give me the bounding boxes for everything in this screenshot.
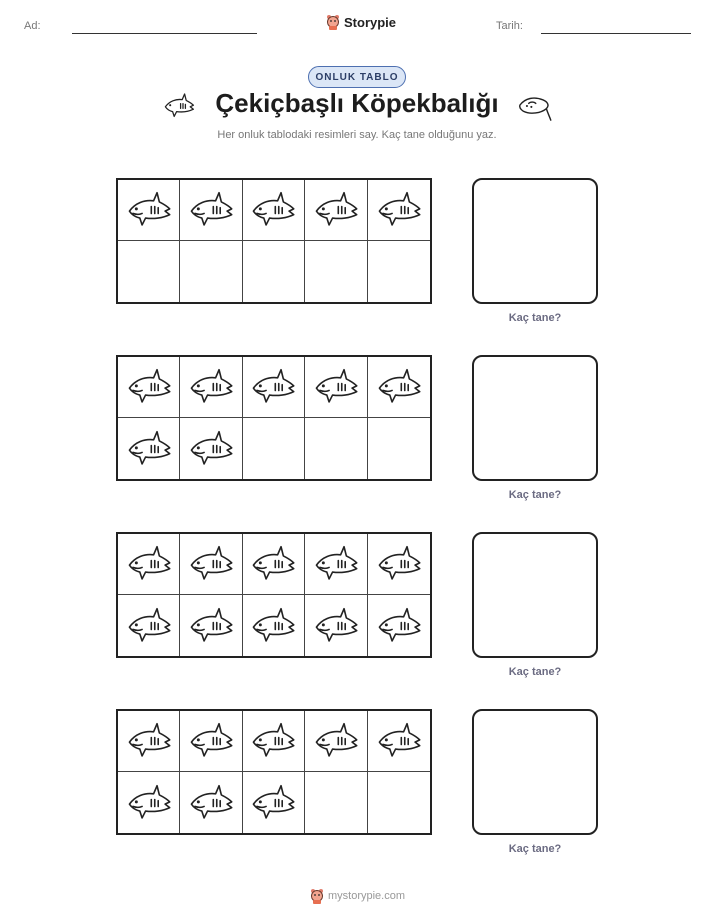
ten-frame-cell [243,534,305,595]
ten-frame-cell [305,534,367,595]
stingray-icon [516,91,552,121]
ten-frame-cell [305,711,367,772]
ten-frame-cell [180,772,242,833]
ten-frame-2 [116,355,432,481]
ten-frame-cell [243,595,305,656]
bear-icon [326,14,340,30]
shark-icon [376,604,422,648]
bear-icon [310,888,324,904]
answer-box-3[interactable] [472,532,598,658]
footer-url: mystorypie.com [328,890,406,902]
shark-icon [376,719,422,763]
ten-frame-cell [243,180,305,241]
ten-frame-cell [305,418,367,479]
shark-icon [313,365,359,409]
answer-label-1: Kaç tane? [508,312,562,324]
ten-frame-cell [180,357,242,418]
shark-icon [313,188,359,232]
ten-frame-cell [305,180,367,241]
ten-frame-cell [118,241,180,302]
name-label: Ad: [24,20,41,32]
date-label: Tarih: [496,20,523,32]
brand-logo [326,14,396,30]
ten-frame-cell [118,357,180,418]
shark-icon [126,781,172,825]
ten-frame-cell [368,534,430,595]
instructions: Her onluk tablodaki resimleri say. Kaç tane olduğunu yaz. [217,129,497,141]
ten-frame-cell [118,180,180,241]
ten-frame-cell [368,357,430,418]
ten-frame-cell [243,772,305,833]
ten-frame-cell [368,711,430,772]
ten-frame-cell [305,595,367,656]
ten-frame-cell [180,418,242,479]
shark-icon [126,542,172,586]
answer-box-2[interactable] [472,355,598,481]
shark-icon [250,365,296,409]
shark-icon [250,781,296,825]
ten-frame-cell [118,711,180,772]
ten-frame-cell [368,595,430,656]
shark-icon [126,365,172,409]
ten-frame-cell [118,418,180,479]
category-badge: ONLUK TABLO [308,66,406,88]
shark-icon [126,604,172,648]
ten-frame-4 [116,709,432,835]
shark-icon [188,188,234,232]
ten-frame-cell [305,357,367,418]
shark-icon [188,427,234,471]
shark-icon [188,781,234,825]
name-line[interactable] [72,33,257,34]
date-line[interactable] [541,33,691,34]
ten-frame-cell [118,595,180,656]
shark-icon [188,365,234,409]
shark-icon [250,719,296,763]
shark-icon [313,719,359,763]
answer-box-4[interactable] [472,709,598,835]
shark-icon [250,542,296,586]
shark-icon [313,604,359,648]
ten-frame-cell [368,241,430,302]
answer-box-1[interactable] [472,178,598,304]
shark-icon [188,604,234,648]
ten-frame-cell [243,711,305,772]
ten-frame-1 [116,178,432,304]
shark-icon [313,542,359,586]
page-title: Çekiçbaşlı Köpekbalığı [215,88,499,118]
shark-icon [126,188,172,232]
ten-frame-cell [243,418,305,479]
shark-icon [188,719,234,763]
ten-frame-cell [180,241,242,302]
shark-icon [376,542,422,586]
ten-frame-cell [180,595,242,656]
ten-frame-cell [368,418,430,479]
shark-icon [376,188,422,232]
ten-frame-cell [180,534,242,595]
answer-label-4: Kaç tane? [508,843,562,855]
shark-icon [376,365,422,409]
ten-frame-cell [305,772,367,833]
ten-frame-cell [305,241,367,302]
ten-frame-cell [180,711,242,772]
ten-frame-cell [243,241,305,302]
ten-frame-cell [180,180,242,241]
answer-label-3: Kaç tane? [508,666,562,678]
ten-frame-cell [118,772,180,833]
brand-name: Storypie [344,14,397,30]
answer-label-2: Kaç tane? [508,489,562,501]
shark-icon [126,719,172,763]
footer [310,888,405,904]
ten-frame-cell [243,357,305,418]
shark-icon [126,427,172,471]
ten-frame-3 [116,532,432,658]
shark-icon [188,542,234,586]
ten-frame-cell [118,534,180,595]
ten-frame-cell [368,772,430,833]
shark-icon [250,604,296,648]
shark-icon [250,188,296,232]
ten-frame-cell [368,180,430,241]
